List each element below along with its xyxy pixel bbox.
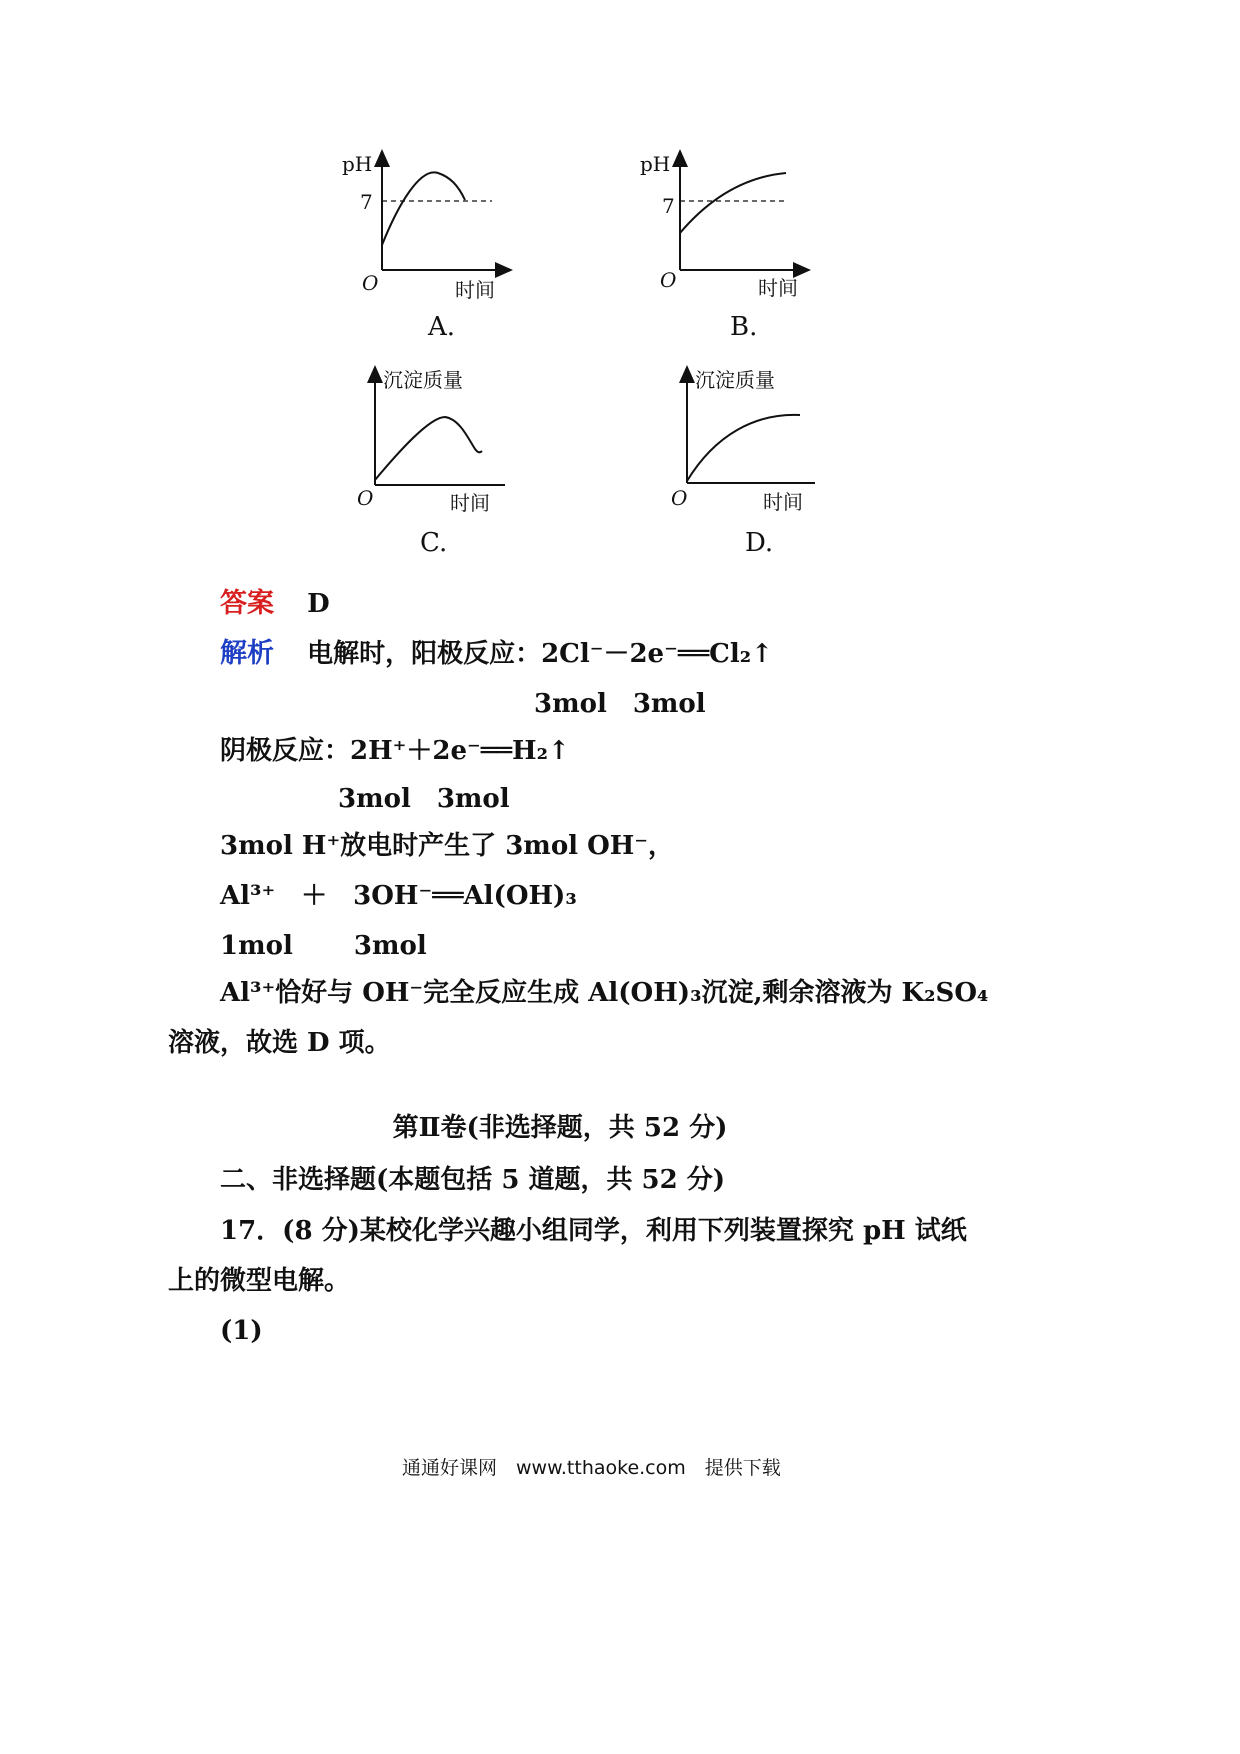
question-17-part-1: (1) xyxy=(220,1316,263,1346)
tick-7: 7 xyxy=(662,194,675,218)
graph-a xyxy=(330,145,530,315)
answer-label: 答案 xyxy=(220,588,274,619)
answer-value: D xyxy=(307,589,330,619)
y-label: pH xyxy=(342,152,373,176)
curve xyxy=(680,173,786,233)
option-b: B. xyxy=(730,312,758,342)
explanation-line-4: 3mol 3mol xyxy=(338,784,510,814)
tick-7: 7 xyxy=(360,190,373,214)
y-label: 沉淀质量 xyxy=(695,368,775,392)
curve xyxy=(382,172,465,245)
curve xyxy=(375,417,482,480)
explanation-line-9: 溶液，故选 D 项。 xyxy=(168,1028,391,1058)
x-label: 时间 xyxy=(455,278,495,302)
answer-line xyxy=(220,588,330,620)
footer-text: 通通好课网 www.tthaoke.com 提供下载 xyxy=(402,1457,781,1479)
explanation-label: 解析 xyxy=(220,638,274,669)
option-a: A. xyxy=(428,312,456,342)
x-label: 时间 xyxy=(450,491,490,515)
graph-c xyxy=(345,365,545,530)
x-label: 时间 xyxy=(758,276,798,300)
explanation-line-3: 阴极反应：2H⁺＋2e⁻══H₂↑ xyxy=(220,736,570,766)
origin: O xyxy=(362,271,379,295)
anode-equation: 2Cl⁻－2e⁻══Cl₂↑ xyxy=(541,639,773,669)
y-label: 沉淀质量 xyxy=(383,368,463,392)
explanation-line-8: Al³⁺恰好与 OH⁻完全反应生成 Al(OH)₃沉淀,剩余溶液为 K₂SO₄ xyxy=(220,978,989,1008)
question-17-line-2: 上的微型电解。 xyxy=(168,1266,351,1296)
option-d: D. xyxy=(745,528,774,558)
explanation-line-1 xyxy=(220,638,773,670)
explanation-line-2: 3mol 3mol xyxy=(534,689,706,719)
origin: O xyxy=(671,486,688,510)
option-c: C. xyxy=(420,528,448,558)
section-heading: 二、非选择题(本题包括 5 道题，共 52 分) xyxy=(220,1165,726,1195)
origin: O xyxy=(357,486,374,510)
anode-text: 电解时，阳极反应： xyxy=(307,639,542,669)
x-label: 时间 xyxy=(763,490,803,514)
explanation-line-5: 3mol H⁺放电时产生了 3mol OH⁻， xyxy=(220,831,675,861)
graph-b xyxy=(628,145,828,315)
origin: O xyxy=(660,268,677,292)
graph-d xyxy=(655,365,855,530)
curve xyxy=(687,415,800,481)
explanation-line-6: Al³⁺ ＋ 3OH⁻══Al(OH)₃ xyxy=(220,881,577,911)
y-label: pH xyxy=(640,152,671,176)
section-title: 第Ⅱ卷(非选择题，共 52 分) xyxy=(392,1113,728,1143)
explanation-line-7: 1mol 3mol xyxy=(220,931,427,961)
question-17-line-1: 17．(8 分)某校化学兴趣小组同学，利用下列装置探究 pH 试纸 xyxy=(220,1216,967,1246)
